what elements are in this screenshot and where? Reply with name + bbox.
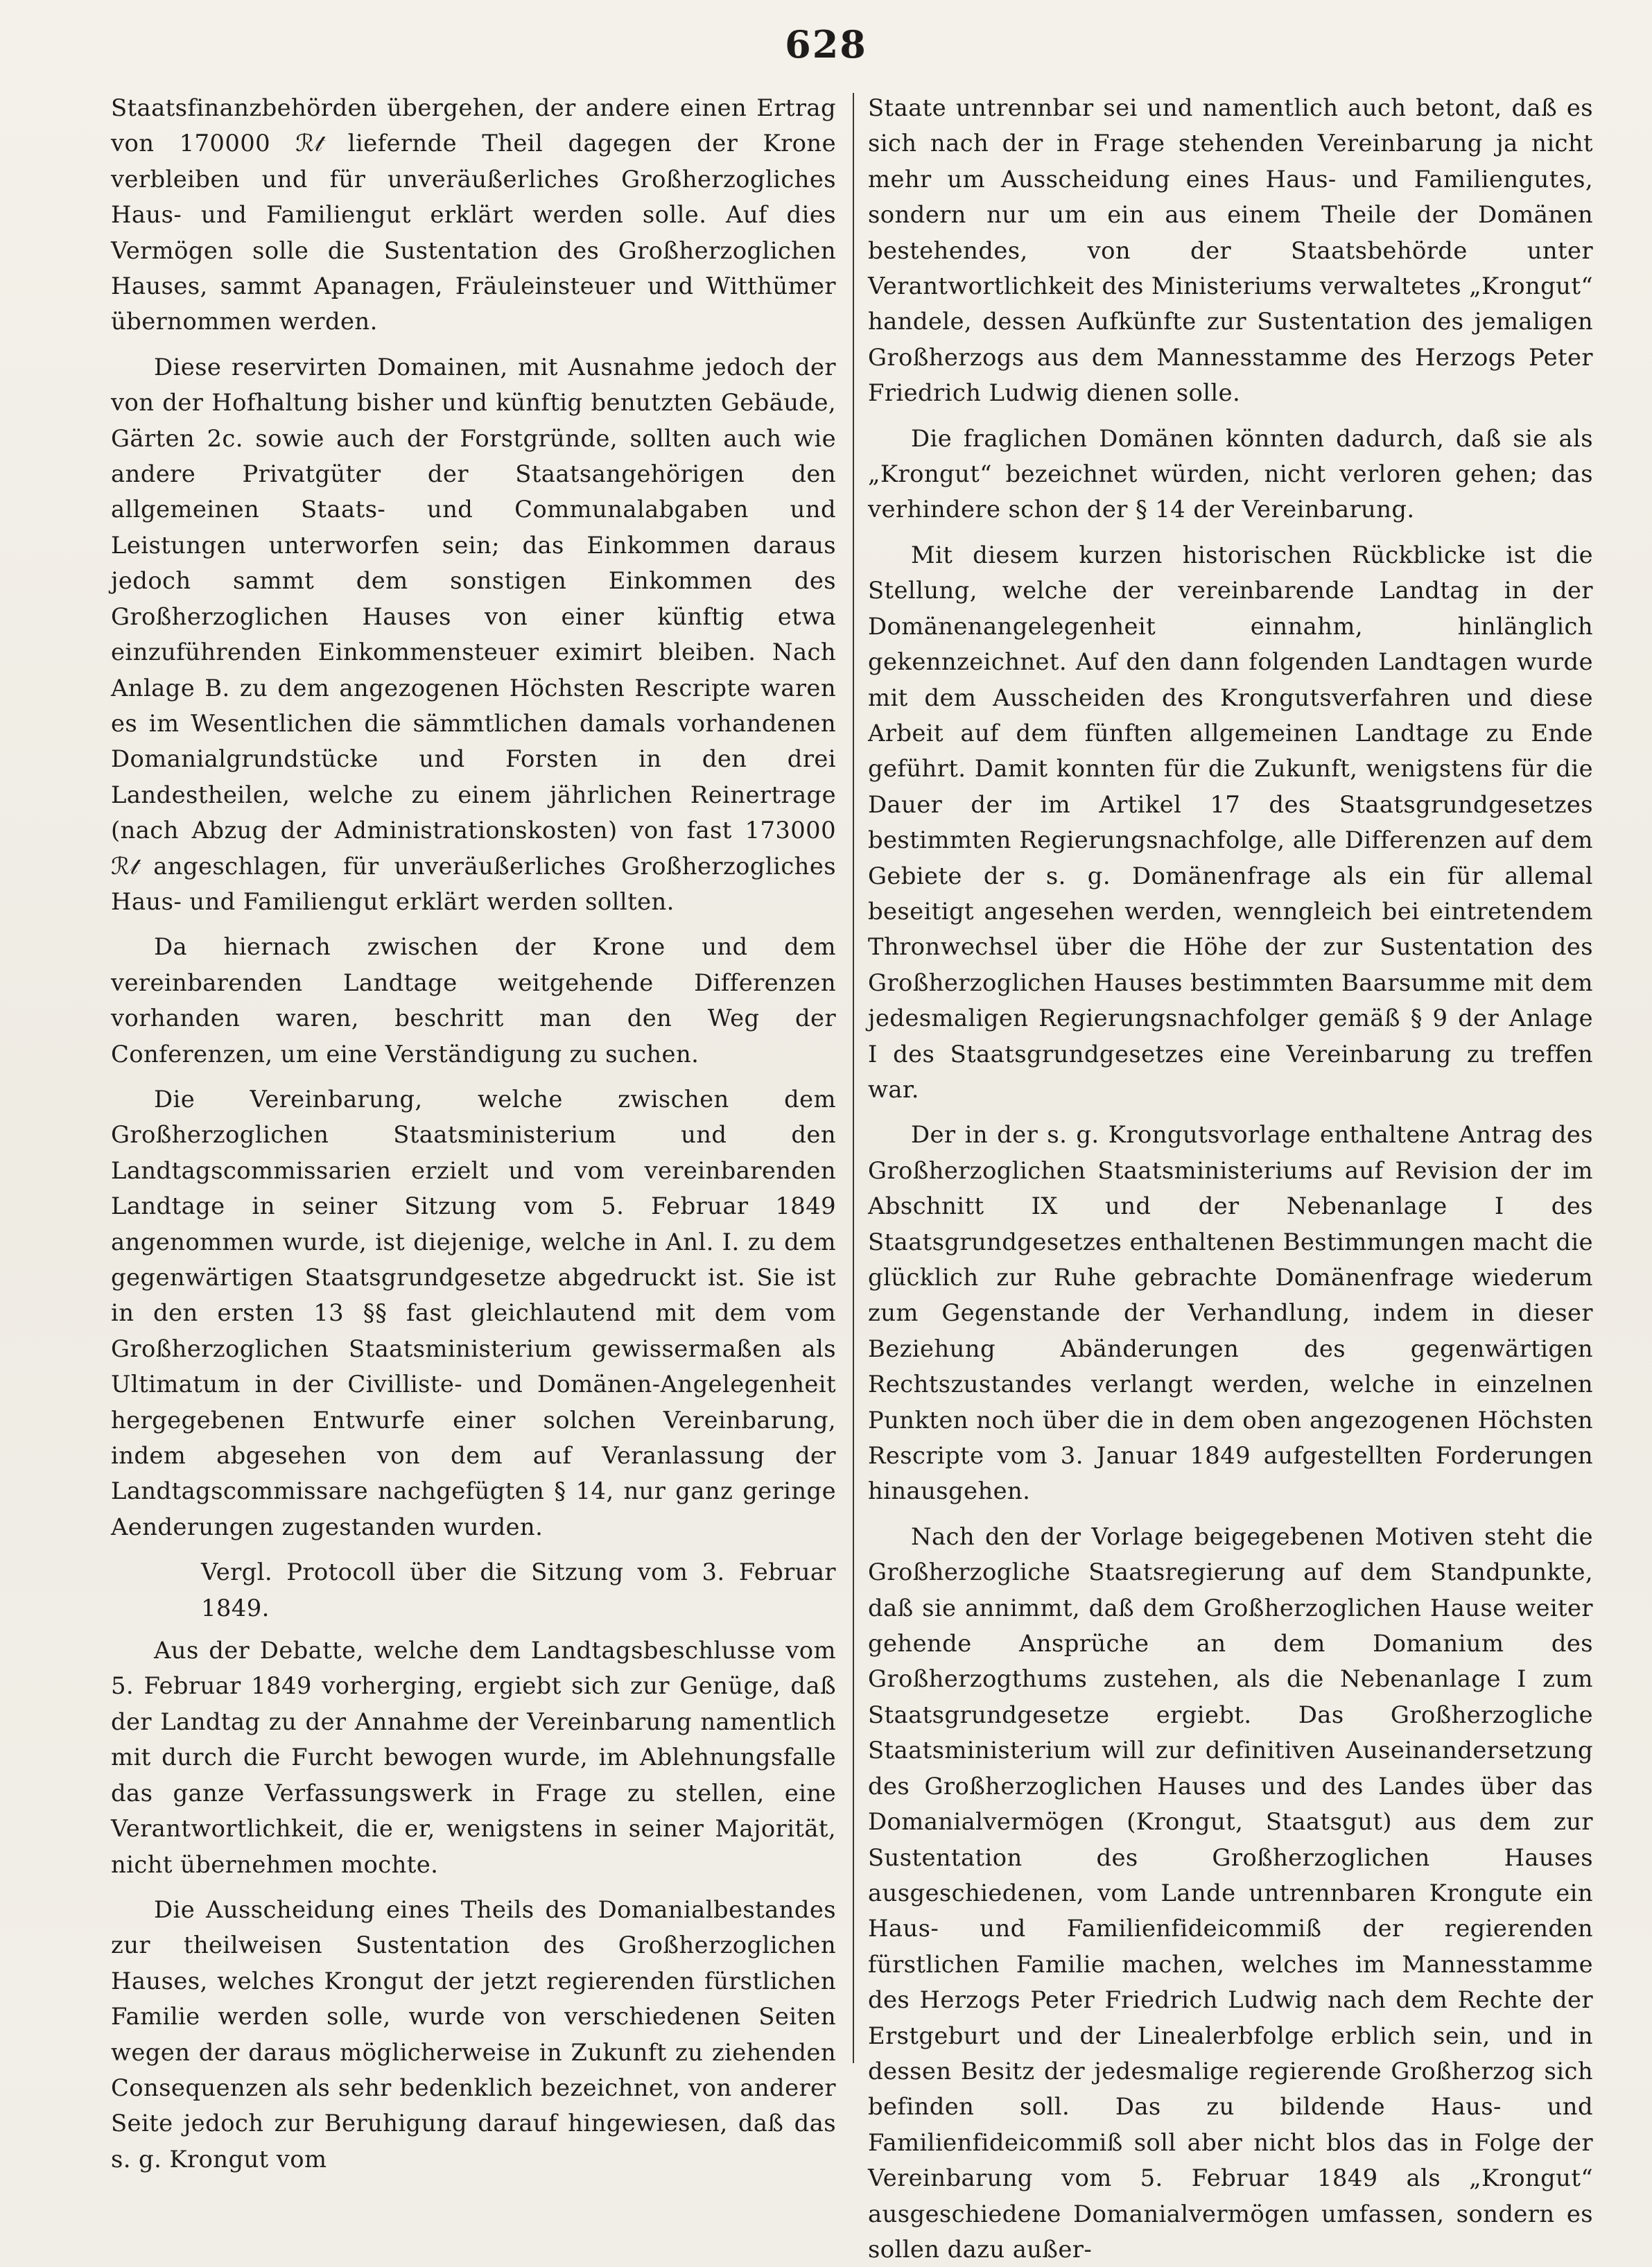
paragraph: Mit diesem kurzen historischen Rückblicke ist die Stellung, welche der vereinbarende Landtag in der Domänenangelegenheit einnahm, hinlänglich gekennzeichnet. Auf den dann folgenden Landtagen wurde mit dem Ausscheiden des Krongutsverfahren und diese Arbeit auf dem fünften allgemeinen Landtage zu Ende geführt. Damit konnten für die Zukunft, wenigstens für die Dauer der im Artikel 17 des Staatsgrundgesetzes bestimmten Regierungsnachfolge, alle Differenzen auf dem Gebiete der s. g. Domänenfrage als ein für allemal beseitigt angesehen werden, wenngleich bei eintretendem Thronwechsel über die Höhe der zur Sustentation des Großherzoglichen Hauses bestimmten Baarsumme mit dem jedesmaligen Regierungsnachfolger gemäß § 9 der Anlage I des Staatsgrundgesetzes eine Vereinbarung zu treffen war. [868,541,1593,1103]
paragraph: Staate untrennbar sei und namentlich auch betont, daß es sich nach der in Frage stehenden Vereinbarung ja nicht mehr um Ausscheidung eines Haus- und Familiengutes, sondern nur um ein aus einem Theile der Domänen bestehendes, von der Staatsbehörde unter Verantwortlichkeit des Ministeriums verwaltetes „Krongut“ handele, dessen Aufkünfte zur Sustentation des jemaligen Großherzogs aus dem Mannesstamme des Herzogs Peter Friedrich Ludwig dienen solle. [868,94,1593,407]
paragraph: Nach den der Vorlage beigegebenen Motiven steht die Großherzogliche Staatsregierung auf dem Standpunkte, daß sie annimmt, daß dem Großherzoglichen Hause weiter gehende Ansprüche an dem Domanium des Großherzogthums zustehen, als die Nebenanlage I zum Staatsgrundgesetze ergiebt. Das Großherzogliche Staatsministerium will zur definitiven Auseinandersetzung des Großherzoglichen Hauses und des Landes über das Domanialvermögen (Krongut, Staatsgut) aus dem zur Sustentation des Großherzoglichen Hauses ausgeschiedenen, vom Lande untrennbaren Krongute ein Haus- und Familienfideicommiß der regierenden fürstlichen Familie machen, welches im Mannesstamme des Herzogs Peter Friedrich Ludwig nach dem Rechte der Erstgeburt und der Linealerbfolge erblich sein, und in dessen Besitz der jedesmalige regierende Großherzog sich befinden soll. Das zu bildende Haus- und Familienfideicommiß soll aber nicht blos das in Folge der Vereinbarung vom 5. Februar 1849 als „Krongut“ ausgeschiedene Domanialvermögen umfassen, sondern es sollen dazu außer- [868,1522,1593,2263]
paragraph: Staatsfinanzbehörden übergehen, der andere einen Ertrag von 170000 ℛ𝓉 liefernde Theil dagegen der Krone verbleiben und für unveräußerliches Großherzogliches Haus- und Familiengut erklärt werden solle. Auf dies Vermögen solle die Sustentation des Großherzoglichen Hauses, sammt Apanagen, Fräuleinsteuer und Witthümer übernommen werden. [111,94,836,336]
paragraph: Da hiernach zwischen der Krone und dem vereinbarenden Landtage weitgehende Differenzen vorhanden waren, beschritt man den Weg der Conferenzen, um eine Verständigung zu suchen. [111,933,836,1068]
column-divider [853,93,854,2063]
paragraph: Aus der Debatte, welche dem Landtagsbeschlusse vom 5. Februar 1849 vorherging, ergiebt sich zur Genüge, daß der Landtag zu der Annahme der Vereinbarung namentlich mit durch die Furcht bewogen wurde, im Ablehnungsfalle das ganze Verfassungswerk in Frage zu stellen, eine Verantwortlichkeit, die er, wenigstens in seiner Majorität, nicht übernehmen mochte. [111,1637,836,1878]
citation: Vergl. Protocoll über die Sitzung vom 3. Februar 1849. [201,1558,836,1622]
right-column [868,90,1593,2263]
paragraph: Die fraglichen Domänen könnten dadurch, daß sie als „Krongut“ bezeichnet würden, nicht verloren gehen; das verhindere schon der § 14 der Vereinbarung. [868,424,1593,523]
left-column [111,90,836,2173]
paragraph: Die Ausscheidung eines Theils des Domanialbestandes zur theilweisen Sustentation des Großherzoglichen Hauses, welches Krongut der jetzt regierenden fürstlichen Familie werden solle, wurde von verschiedenen Seiten wegen der daraus möglicherweise in Zukunft zu ziehenden Consequenzen als sehr bedenklich bezeichnet, von anderer Seite jedoch zur Beruhigung darauf hingewiesen, daß das s. g. Krongut vom [111,1895,836,2173]
paragraph: Der in der s. g. Krongutsvorlage enthaltene Antrag des Großherzoglichen Staatsministeriums auf Revision der im Abschnitt IX und der Nebenanlage I des Staatsgrundgesetzes enthaltenen Bestimmungen macht die glücklich zur Ruhe gebrachte Domänenfrage wiederum zum Gegenstande der Verhandlung, indem in dieser Beziehung Abänderungen des gegenwärtigen Rechtszustandes verlangt werden, welche in einzelnen Punkten noch über die in dem oben angezogenen Höchsten Rescripte vom 3. Januar 1849 aufgestellten Forderungen hinausgehen. [868,1121,1593,1505]
paragraph: Diese reservirten Domainen, mit Ausnahme jedoch der von der Hofhaltung bisher und künftig benutzten Gebäude, Gärten 2c. sowie auch der Forstgründe, sollten auch wie andere Privatgüter der Staatsangehörigen den allgemeinen Staats- und Communalabgaben und Leistungen unterworfen sein; das Einkommen daraus jedoch sammt dem sonstigen Einkommen des Großherzoglichen Hauses von einer künftig etwa einzuführenden Einkommensteuer eximirt bleiben. Nach Anlage B. zu dem angezogenen Höchsten Rescripte waren es im Wesentlichen die sämmtlichen damals vorhandenen Domanialgrundstücke und Forsten in den drei Landestheilen, welche zu einem jährlichen Reinertrage (nach Abzug der Administrationskosten) von fast 173000 ℛ𝓉 angeschlagen, für unveräußerliches Großherzogliches Haus- und Familiengut erklärt werden sollten. [111,353,836,915]
page-number: 628 [785,22,867,67]
paragraph: Die Vereinbarung, welche zwischen dem Großherzoglichen Staatsministerium und den Landtagscommissarien erzielt und vom vereinbarenden Landtage in seiner Sitzung vom 5. Februar 1849 angenommen wurde, ist diejenige, welche in Anl. I. zu dem gegenwärtigen Staatsgrundgesetze abgedruckt ist. Sie ist in den ersten 13 §§ fast gleichlautend mit dem vom Großherzoglichen Staatsministerium gewissermaßen als Ultimatum in der Civilliste- und Domänen-Angelegenheit hergegebenen Entwurfe einer solchen Vereinbarung, indem abgesehen von dem auf Veranlassung der Landtagscommissare nachgefügten § 14, nur ganz geringe Aenderungen zugestanden wurden. [111,1085,836,1540]
